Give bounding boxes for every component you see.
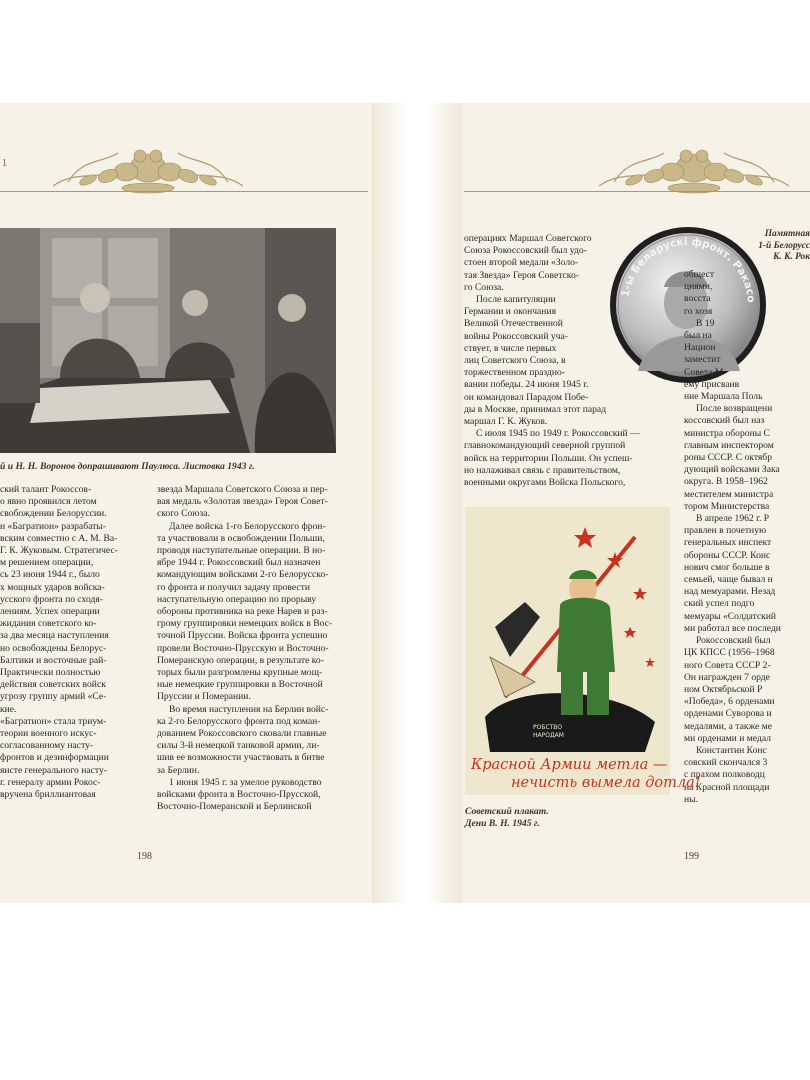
text-line: на Красной площади	[684, 781, 770, 793]
text-line: звезда Маршала Советского Союза и пер-	[157, 484, 328, 495]
text-line: Германии и окончания	[464, 306, 556, 318]
coin-inscription: 1-ы Беларускі фронт. Ракасо	[619, 235, 758, 304]
coin-caption-line: 1-й Белорусс	[758, 240, 810, 251]
text-line: Восточно-Померанской и Берлинской	[157, 801, 312, 813]
text-line: ему присваив	[684, 378, 740, 390]
corner-page-number: 1	[2, 158, 7, 169]
text-line: ние Маршала Поль	[684, 391, 763, 403]
text-line: кие.	[0, 703, 17, 715]
text-line: Константин Конс	[696, 744, 767, 756]
text-line: свобождении Белоруссии.	[0, 508, 107, 520]
text-line: лиц Советского Союза, в	[464, 355, 566, 367]
text-line: шив ее возможности участвовать в битве	[157, 752, 325, 764]
text-line: Союза Рокоссовский был удо-	[464, 245, 587, 257]
text-line: вании победы. 24 июня 1945 г.	[464, 379, 589, 391]
book-gutter	[372, 103, 462, 903]
text-line: Пруссии и Померании.	[157, 691, 251, 703]
right-column-2	[684, 269, 810, 806]
text-line: над мемуарами. Незад	[684, 586, 776, 598]
text-line: генеральных инспект	[684, 537, 772, 549]
text-line: вручена бриллиантовая	[0, 789, 96, 801]
page-number-left: 198	[137, 851, 152, 862]
text-line: тая Звезда» Героя Советско-	[464, 269, 579, 281]
header-rule	[464, 191, 810, 192]
text-line: маршал Г. К. Жуков.	[464, 416, 548, 428]
text-line: С июля 1945 по 1949 г. Рокоссовский —	[476, 428, 640, 440]
text-line: ский успел подго	[684, 598, 755, 610]
poster-slogan-line-2: нечисть вымела дотла!	[511, 775, 701, 791]
text-line: ны.	[684, 793, 698, 805]
text-line: главнокомандующий северной группой	[464, 440, 626, 452]
header-rule	[0, 191, 368, 192]
text-line: действия советских войск	[0, 679, 106, 691]
text-line: жидания советского ко-	[0, 618, 97, 630]
text-line: нович смог больше в	[684, 561, 770, 573]
text-line: го фронта и получил задачу провести	[157, 581, 310, 593]
text-line: за два месяца наступления	[0, 630, 109, 642]
text-line: Практически полностью	[0, 667, 101, 679]
text-line: Великой Отечественной	[464, 318, 563, 330]
text-line: н «Багратион» разрабаты-	[0, 520, 106, 532]
text-line: силы 3-й немецкой танковой армии, ли-	[157, 740, 320, 752]
text-line: главным инспектором	[684, 439, 774, 451]
coin-caption-line: К. К. Рок	[773, 252, 810, 262]
text-line: х мощных ударов войска-	[0, 581, 105, 593]
text-line: фронтов и дезинформации	[0, 752, 109, 764]
text-line: мемуары «Солдатский	[684, 610, 777, 622]
text-line: точной Пруссии. Войска фронта успешно	[157, 630, 328, 642]
text-line: коссовский был наз	[684, 415, 765, 427]
text-line: г. генералу армии Рокос-	[0, 776, 101, 788]
text-line: он командовал Парадом Побе-	[464, 391, 589, 403]
text-line: сь 23 июня 1944 г., было	[0, 569, 100, 581]
text-line: округа. В 1958–1962	[684, 476, 768, 488]
poster-bag-label: НАРОДАМ	[533, 732, 564, 739]
coin-caption	[700, 229, 810, 264]
text-line: дованием Рокоссовского сковали главные	[157, 728, 327, 740]
text-line: ЦК КПСС (1956–1968	[684, 647, 775, 659]
text-line: Совета М	[684, 366, 724, 378]
text-line: вским совместно с А. М. Ва-	[0, 532, 118, 544]
poster-caption	[465, 806, 665, 830]
text-line: го хозя	[684, 305, 713, 317]
text-line: войск на территории Польши. Он успеш-	[464, 452, 633, 464]
text-line: теории военного искус-	[0, 728, 97, 740]
text-line: наступательную операцию по прорыву	[157, 593, 317, 605]
text-line: ми работал все последн	[684, 622, 781, 634]
text-line: министра обороны С	[684, 427, 770, 439]
text-line: совский скончался 3	[684, 757, 768, 769]
poster-bag-label: РОБСТВО	[533, 724, 563, 731]
text-line: семьей, чаще бывал н	[684, 574, 773, 586]
text-line: общест	[684, 269, 715, 280]
text-line: местителем министра	[684, 488, 774, 500]
text-line: войсками фронта в Восточно-Прусской,	[157, 789, 321, 801]
text-line: яисте генерального насту-	[0, 764, 107, 776]
coin-caption-line: Памятная	[764, 229, 810, 239]
text-line: торых были разгромлены крупные мощ-	[157, 667, 323, 679]
floral-ornament-icon	[594, 138, 794, 198]
text-line: согласованному насту-	[0, 740, 94, 752]
text-line: вая медаль «Золотая звезда» Героя Совет-	[157, 496, 328, 508]
text-line: был на	[684, 330, 712, 342]
text-line: военными округами Войска Польского,	[464, 477, 626, 489]
text-line: обороны противника на реке Нарев и раз-	[157, 606, 328, 618]
text-line: восста	[684, 293, 711, 305]
text-line: Далее войска 1-го Белорусского фрон-	[169, 520, 326, 532]
text-line: Он награжден 7 орде	[684, 671, 770, 683]
text-line: После возвращени	[696, 403, 773, 415]
text-line: ды в Москве, принимал этот парад	[464, 403, 607, 415]
text-line: В апреле 1962 г. Р	[696, 513, 770, 525]
text-line: ного Совета СССР 2-	[684, 659, 771, 671]
text-line: «Победа», 6 орденами	[684, 696, 775, 708]
text-line: дующий войсками Зака	[684, 464, 780, 476]
interrogation-photo-icon	[0, 228, 336, 453]
text-line: ябре 1944 г. Рокоссовский был назначен	[157, 557, 321, 569]
text-line: командующим войсками 2-го Белорусско-	[157, 569, 329, 581]
text-line: с прахом полководц	[684, 769, 765, 781]
text-line: но налаживал связь с правительством,	[464, 464, 621, 476]
text-line: ми орденами и медал	[684, 732, 771, 744]
text-line: провели Восточно-Прусскую и Восточно-	[157, 642, 329, 654]
text-line: «Багратион» стала триум-	[0, 715, 107, 727]
text-line: орденами Суворова и	[684, 708, 772, 720]
floral-ornament-icon	[48, 138, 248, 198]
text-line: войны Рокоссовский уча-	[464, 330, 568, 342]
text-line: заместит	[684, 354, 721, 366]
text-line: Национ	[684, 342, 716, 354]
text-line: усского фронта по сходя-	[0, 593, 103, 605]
text-line: Померанскую операции, в результате ко-	[157, 654, 324, 666]
text-line: тором Министерства	[684, 500, 770, 512]
text-line: циями,	[684, 281, 713, 293]
text-line: о явно проявился летом	[0, 496, 97, 508]
text-line: угрозу группу армий «Се-	[0, 691, 107, 703]
text-line: ном Октябрьской Р	[684, 683, 763, 695]
right-page	[462, 103, 810, 903]
text-line: ные немецкие группировки в Восточной	[157, 679, 323, 691]
text-line: торжественном праздно-	[464, 367, 566, 379]
text-line: за Берлин.	[157, 764, 200, 776]
historical-photo	[0, 228, 336, 453]
text-line: грому группировки немецких войск в Вос-	[157, 618, 333, 630]
poster-artwork-icon	[465, 507, 701, 795]
text-line: обороны СССР. Конс	[684, 549, 771, 561]
text-line: стоен второй медали «Золо-	[464, 257, 579, 269]
text-line: медалями, а также ме	[684, 720, 773, 732]
text-line: Балтики и восточные рай-	[0, 654, 107, 666]
poster-slogan-line-1: Красной Армии метла —	[471, 757, 668, 773]
left-column-1	[0, 484, 148, 801]
poster-caption-line: Дени В. Н. 1945 г.	[465, 818, 540, 829]
text-line: В 19	[696, 317, 715, 329]
text-line: роны СССР. С октябр	[684, 452, 772, 464]
text-line: м решением операции,	[0, 557, 94, 569]
text-line: проводя наступательные операции. В но-	[157, 545, 326, 557]
poster-caption-line: Советский плакат.	[465, 806, 549, 817]
text-line: лениям. Успех операции	[0, 606, 100, 618]
text-line: ского Союза.	[157, 508, 210, 520]
text-line: ствует, в числе первых	[464, 342, 557, 354]
text-line: ский талант Рокоссов-	[0, 484, 92, 495]
text-line: правлен в почетную	[684, 525, 767, 537]
book-spread	[0, 103, 810, 903]
text-line: та участвовали в освобождении Польши,	[157, 532, 325, 544]
text-line: После капитуляции	[476, 294, 556, 306]
left-page	[0, 103, 372, 903]
text-line: Рокоссовский был	[696, 635, 771, 647]
left-column-2	[157, 484, 370, 813]
text-line: но освобождены Белорус-	[0, 642, 107, 654]
text-line: Во время наступления на Берлин войс-	[169, 703, 329, 715]
photo-caption: й и Н. Н. Воронов допрашивают Паулюса. Листовка 1943 г.	[0, 461, 255, 472]
text-line: ка 2-го Белорусского фронта под коман-	[157, 715, 321, 727]
text-line: Г. К. Жуковым. Стратегичес-	[0, 545, 118, 557]
text-line: 1 июня 1945 г. за умелое руководство	[169, 776, 322, 788]
page-number-right: 199	[684, 851, 699, 862]
text-line: операциях Маршал Советского	[464, 233, 592, 244]
soviet-poster	[465, 507, 701, 795]
text-line: го Союза.	[464, 281, 504, 293]
